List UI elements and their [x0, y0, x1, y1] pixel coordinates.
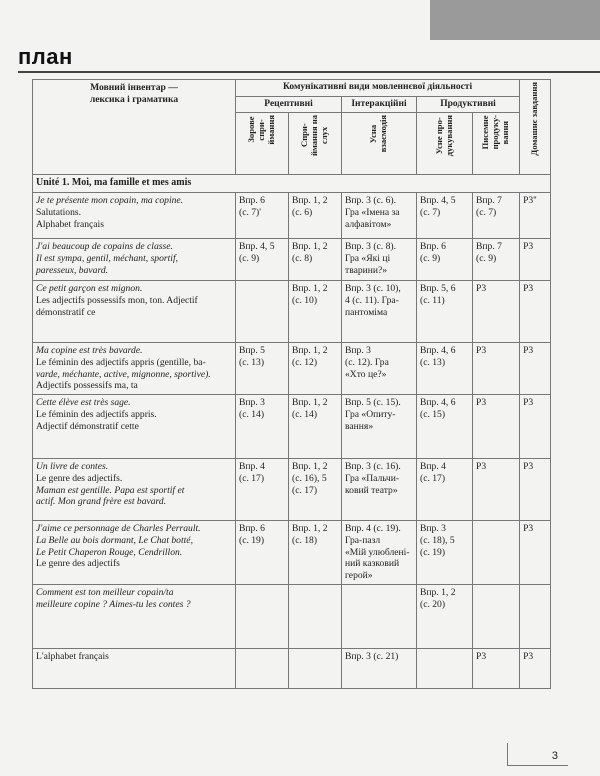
homework-cell: Р3	[520, 239, 551, 281]
lexicon-line: Le féminin des adjectifs appris (gentille, ba-	[36, 356, 206, 368]
lexicon-line: Ma copine est très bavarde.	[36, 345, 143, 357]
table-row	[33, 395, 551, 459]
visual-cell	[236, 281, 289, 343]
header-listening: Спри- ймання на слух	[289, 113, 342, 175]
visual-cell: Впр. 4, 5 (с. 9)	[236, 239, 289, 281]
table-row	[33, 521, 551, 585]
listening-cell: Впр. 1, 2 (с. 12)	[289, 343, 342, 395]
page-number: 3	[551, 750, 558, 762]
listening-cell: Впр. 1, 2 (с. 10)	[289, 281, 342, 343]
written-production-cell	[473, 521, 520, 585]
lexicon-cell	[33, 459, 236, 521]
written-production-cell: Р3	[473, 395, 520, 459]
lexicon-cell	[33, 585, 236, 649]
unit-title: Unité 1. Moi, ma famille et mes amis	[33, 175, 551, 193]
lexicon-line: Maman est gentille. Papa est sportif et	[36, 484, 185, 496]
lexicon-line: Le féminin des adjectifs appris.	[36, 408, 157, 420]
visual-cell: Впр. 4 (с. 17)	[236, 459, 289, 521]
written-production-cell: Р3	[473, 649, 520, 689]
interaction-cell	[342, 585, 417, 649]
lexicon-line: Un livre de contes.	[36, 461, 109, 473]
lexicon-cell	[33, 193, 236, 239]
homework-cell: Р3	[520, 395, 551, 459]
oral-production-cell: Впр. 5, 6 (с. 11)	[417, 281, 473, 343]
header-receptive: Рецептивні	[236, 96, 342, 113]
lexicon-cell	[33, 649, 236, 689]
listening-cell: Впр. 1, 2 (с. 18)	[289, 521, 342, 585]
lexicon-line: varde, méchante, active, mignonne, sportive).	[36, 368, 211, 380]
header-productive: Продуктивні	[417, 96, 520, 113]
listening-cell	[289, 649, 342, 689]
header-written-production: Писемне продуку- вання	[473, 113, 520, 175]
header-comm-types: Комунікативні види мовленнєвої діяльності	[236, 80, 520, 97]
header-interactive: Інтеракційні	[342, 96, 417, 113]
listening-cell: Впр. 1, 2 (с. 6)	[289, 193, 342, 239]
interaction-cell: Впр. 3 (с. 12). Гра «Хто це?»	[342, 343, 417, 395]
title-divider	[18, 71, 600, 73]
written-production-cell: Р3	[473, 343, 520, 395]
lexicon-line: actif. Mon grand frère est bavard.	[36, 496, 167, 508]
listening-cell: Впр. 1, 2 (с. 14)	[289, 395, 342, 459]
homework-cell: Р3	[520, 343, 551, 395]
oral-production-cell: Впр. 4, 5 (с. 7)	[417, 193, 473, 239]
oral-production-cell	[417, 649, 473, 689]
visual-cell: Впр. 6 (с. 7)'	[236, 193, 289, 239]
oral-production-cell: Впр. 6 (с. 9)	[417, 239, 473, 281]
lexicon-line: meilleure copine ? Aimes-tu les contes ?	[36, 598, 191, 610]
lexicon-line: Salutations.	[36, 206, 82, 218]
lexicon-line: démonstratif ce	[36, 306, 96, 318]
listening-cell	[289, 585, 342, 649]
interaction-cell: Впр. 3 (с. 8). Гра «Які ці тварини?»	[342, 239, 417, 281]
table-row	[33, 193, 551, 239]
written-production-cell: Р3	[473, 459, 520, 521]
interaction-cell: Впр. 3 (с. 6). Гра «Імена за алфавітом»	[342, 193, 417, 239]
lexicon-line: Comment est ton meilleur copain/ta	[36, 587, 174, 599]
written-production-cell	[473, 585, 520, 649]
page-title: план	[18, 44, 73, 69]
visual-cell: Впр. 3 (с. 14)	[236, 395, 289, 459]
lexicon-line: J'ai beaucoup de copains de classe.	[36, 241, 173, 253]
lesson-plan-table	[32, 79, 551, 689]
lexicon-cell	[33, 521, 236, 585]
written-production-cell: Впр. 7 (с. 9)	[473, 239, 520, 281]
interaction-cell: Впр. 3 (с. 16). Гра «Пальчи- ковий театр»	[342, 459, 417, 521]
lexicon-line: Il est sympa, gentil, méchant, sportif,	[36, 252, 179, 264]
homework-cell: Р3	[520, 459, 551, 521]
table-row	[33, 343, 551, 395]
header-oral-production: Усне про- дукування	[417, 113, 473, 175]
lexicon-line: L'alphabet français	[36, 651, 109, 663]
visual-cell: Впр. 6 (с. 19)	[236, 521, 289, 585]
header-homework: Домашнє завдання	[520, 80, 551, 175]
visual-cell: Впр. 5 (с. 13)	[236, 343, 289, 395]
lexicon-line: Adjectifs possessifs ma, ta	[36, 380, 138, 392]
lexicon-line: J'aime ce personnage de Charles Perrault.	[36, 523, 201, 535]
lexicon-line: Le Petit Chaperon Rouge, Cendrillon.	[36, 546, 183, 558]
table-row	[33, 585, 551, 649]
visual-cell	[236, 649, 289, 689]
interaction-cell: Впр. 4 (с. 19). Гра-пазл «Мій улюблені- ний казковий герой»	[342, 521, 417, 585]
oral-production-cell: Впр. 4, 6 (с. 15)	[417, 395, 473, 459]
oral-production-cell: Впр. 1, 2 (с. 20)	[417, 585, 473, 649]
interaction-cell: Впр. 3 (с. 21)	[342, 649, 417, 689]
table-row	[33, 649, 551, 689]
listening-cell: Впр. 1, 2 (с. 8)	[289, 239, 342, 281]
lexicon-line: La Belle au bois dormant, Le Chat botté,	[36, 534, 193, 546]
lexicon-line: paresseux, bavard.	[36, 264, 109, 276]
oral-production-cell: Впр. 3 (с. 18), 5 (с. 19)	[417, 521, 473, 585]
lexicon-line: Le genre des adjectifs.	[36, 472, 123, 484]
lexicon-line: Les adjectifs possessifs mon, ton. Adjectif	[36, 294, 198, 306]
homework-cell	[520, 585, 551, 649]
visual-cell	[236, 585, 289, 649]
homework-cell: Р3''	[520, 193, 551, 239]
lexicon-line: Alphabet français	[36, 218, 104, 230]
header-tab-decoration	[430, 0, 600, 40]
listening-cell: Впр. 1, 2 (с. 16), 5 (с. 17)	[289, 459, 342, 521]
table-row	[33, 239, 551, 281]
table-row	[33, 459, 551, 521]
lexicon-cell	[33, 343, 236, 395]
page-corner-rule	[507, 743, 568, 766]
table-row	[33, 281, 551, 343]
header-visual: Зорове спри- ймання	[236, 113, 289, 175]
interaction-cell: Впр. 3 (с. 10), 4 (с. 11). Гра- пантоміма	[342, 281, 417, 343]
header-inventory: Мовний інвентар — лексика і граматика	[33, 80, 236, 175]
lexicon-line: Cette élève est très sage.	[36, 397, 131, 409]
homework-cell: Р3	[520, 649, 551, 689]
lexicon-line: Adjectif démonstratif cette	[36, 420, 139, 432]
homework-cell: Р3	[520, 521, 551, 585]
lexicon-line: Ce petit garçon est mignon.	[36, 283, 143, 295]
written-production-cell: Р3	[473, 281, 520, 343]
oral-production-cell: Впр. 4, 6 (с. 13)	[417, 343, 473, 395]
lexicon-cell	[33, 239, 236, 281]
written-production-cell: Впр. 7 (с. 7)	[473, 193, 520, 239]
homework-cell: Р3	[520, 281, 551, 343]
lexicon-cell	[33, 395, 236, 459]
oral-production-cell: Впр. 4 (с. 17)	[417, 459, 473, 521]
lexicon-line: Je te présente mon copain, ma copine.	[36, 195, 184, 207]
header-oral-interaction: Усна взаємодія	[342, 113, 417, 175]
lexicon-cell	[33, 281, 236, 343]
interaction-cell: Впр. 5 (с. 15). Гра «Опиту- вання»	[342, 395, 417, 459]
lexicon-line: Le genre des adjectifs	[36, 558, 120, 570]
